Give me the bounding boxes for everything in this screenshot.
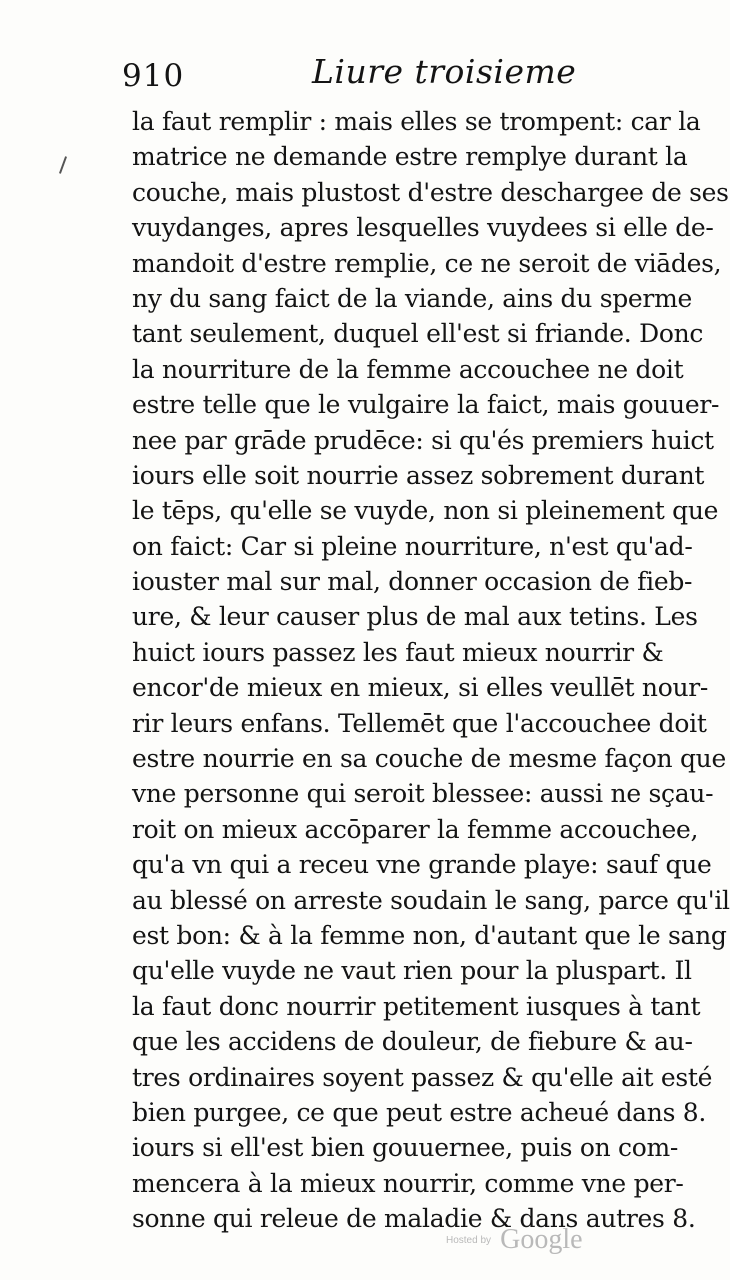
watermark-prefix: Hosted by bbox=[446, 1234, 492, 1246]
text-line: rir leurs enfans. Tellemēt que l'accouchee doit bbox=[132, 708, 707, 738]
text-line: on faict: Car si pleine nourriture, n'est qu'ad- bbox=[132, 531, 693, 561]
text-line: bien purgee, ce que peut estre acheué dans 8. bbox=[132, 1097, 707, 1127]
body-text bbox=[132, 104, 730, 1237]
text-line: est bon: & à la femme non, d'autant que le sang bbox=[132, 920, 727, 950]
text-line: vuydanges, apres lesquelles vuydees si elle de- bbox=[132, 213, 714, 243]
text-line: estre nourrie en sa couche de mesme façon que bbox=[132, 744, 726, 774]
text-line: sonne qui releue de maladie & dans autres 8. bbox=[132, 1204, 696, 1234]
page-header bbox=[122, 52, 682, 100]
text-line: qu'a vn qui a receu vne grande playe: sauf que bbox=[132, 850, 712, 880]
text-line: que les accidens de douleur, de fiebure & au- bbox=[132, 1027, 693, 1057]
margin-mark bbox=[59, 156, 67, 174]
text-line: nee par grāde prudēce: si qu'és premiers huict bbox=[132, 425, 714, 455]
text-line: iours si ell'est bien gouuernee, puis on com- bbox=[132, 1133, 679, 1163]
text-line: au blessé on arreste soudain le sang, parce qu'il bbox=[132, 885, 730, 915]
text-line: tant seulement, duquel ell'est si friande. Donc bbox=[132, 319, 704, 349]
text-line: encor'de mieux en mieux, si elles veullēt nour- bbox=[132, 673, 709, 703]
text-line: vne personne qui seroit blessee: aussi ne sçau- bbox=[132, 779, 714, 809]
text-line: huict iours passez les faut mieux nourrir & bbox=[132, 637, 664, 667]
text-line: la faut donc nourrir petitement iusques à tant bbox=[132, 991, 701, 1021]
text-line: la faut remplir : mais elles se trompent: car la bbox=[132, 107, 701, 136]
text-line: estre telle que le vulgaire la faict, mais gouuer- bbox=[132, 390, 720, 420]
text-line: ny du sang faict de la viande, ains du sperme bbox=[132, 283, 692, 313]
hosted-by-google-watermark bbox=[446, 1224, 583, 1256]
text-line: iouster mal sur mal, donner occasion de fieb- bbox=[132, 567, 693, 597]
text-line: qu'elle vuyde ne vaut rien pour la pluspart. Il bbox=[132, 956, 692, 986]
page-number: 910 bbox=[122, 58, 185, 94]
google-logo: Google bbox=[500, 1224, 583, 1255]
text-line: roit on mieux accōparer la femme accouchee, bbox=[132, 814, 699, 844]
text-line: couche, mais plustost d'estre deschargee de ses bbox=[132, 177, 729, 207]
text-line: iours elle soit nourrie assez sobrement durant bbox=[132, 460, 705, 490]
text-line: matrice ne demande estre remplye durant la bbox=[132, 142, 688, 172]
text-line: mandoit d'estre remplie, ce ne seroit de viādes, bbox=[132, 248, 722, 278]
running-head: Liure troisieme bbox=[312, 52, 577, 91]
text-line: la nourriture de la femme accouchee ne doit bbox=[132, 354, 684, 384]
text-line: le tēps, qu'elle se vuyde, non si pleinement que bbox=[132, 496, 719, 526]
text-line: tres ordinaires soyent passez & qu'elle ait esté bbox=[132, 1062, 713, 1092]
text-line: ure, & leur causer plus de mal aux tetins. Les bbox=[132, 602, 698, 632]
text-line: mencera à la mieux nourrir, comme vne per- bbox=[132, 1168, 684, 1198]
